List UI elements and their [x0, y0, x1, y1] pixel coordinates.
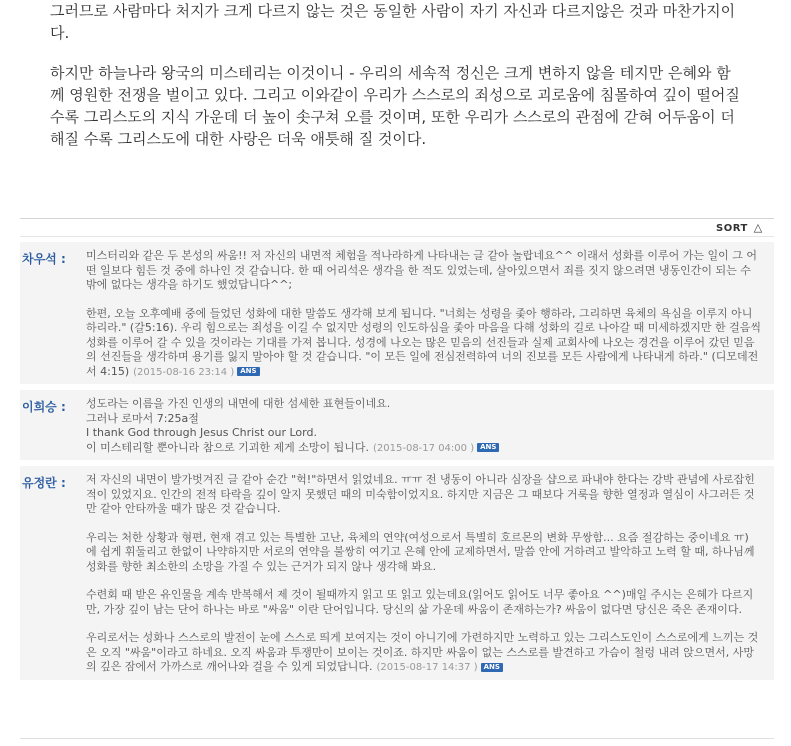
comment-author[interactable]: 차우석 : — [22, 252, 66, 266]
article-paragraph: 하지만 하늘나라 왕국의 미스테리는 이것이니 - 우리의 세속적 정신은 크게 변하지 않을 테지만 은혜와 함께 영원한 전쟁을 벌이고 있다. 그리고 이와같이 우리가 스스로의 죄성으로 괴로움에 침몰하여 깊이 떨어질 수록 그리스도의 지식 가운데 더 높이 솟구쳐 오를 것이며, 또한 우리가 스스로의 관점에 갇혀 어두움이 더해질 수록 그리스도에 대한 사랑은 더욱 애틋해 질 것이다. — [50, 64, 740, 148]
comment-author[interactable]: 이희승 : — [22, 400, 66, 414]
comment-date: (2015-08-16 23:14 ) — [133, 366, 235, 378]
comment-paragraph — [86, 307, 762, 381]
comment-text: 한편, 오늘 오후예배 중에 들었던 성화에 대한 말씀도 생각해 보게 됩니다. "너희는 성령을 좇아 행하라, 그리하면 육체의 욕심을 이루지 아니하리라." (갈5:16). 우리 힘으로는 죄성을 이길 수 없지만 성령의 인도하심을 좇아 마음을 다해 성화의 길로 나아갈 때 미세하겠지만 한 걸음씩 성화를 이루어 갈 수 있을 것이라는 기대를 가져 봅니다. 성경에 나오는 많은 믿음의 선진들과 실제 교회사에 나오는 경건을 이루어 갔던 믿음의 선진들을 생각하며 용기를 잃지 말아야 할 것 같습니다. "이 모든 일에 전심전력하여 너의 진보를 모든 사람에게 나타내게 하라." (디모데전서 4:15) — [86, 306, 761, 378]
comment-paragraph: 수련회 때 받은 유인물을 계속 반복해서 제 것이 될때까지 읽고 또 읽고 있는데요(읽어도 읽어도 너무 좋아요 ^^)매일 주시는 은혜가 다르지만, 가장 깊이 남는 단어 하나는 바로 "싸움" 이란 단어입니다. 당신의 삶 가운데 싸움이 존재하는가? 싸움이 없다면 당신은 죽은 존재이다. — [86, 588, 754, 616]
comment-body — [86, 397, 762, 456]
comment-item — [20, 390, 774, 460]
comment-text: 우리로서는 성화나 스스로의 발전이 눈에 스스로 띄게 보여지는 것이 아니기에 가련하지만 노력하고 있는 그리스도인이 스스로에게 느끼는 것은 오직 "싸움"이라고 하네요. 오직 싸움과 투쟁만이 보이는 것이죠. 하지만 싸움이 없는 스스로를 발견하고 가슴이 철렁 내려 앉으면서, 사망의 깊은 잠에서 가까스로 깨어나와 걸을 수 있게 되었답니다. — [86, 631, 759, 673]
comment-paragraph — [86, 631, 762, 676]
sort-label: SORT — [716, 223, 748, 234]
reply-button[interactable]: ANS — [477, 443, 499, 452]
sort-button[interactable] — [716, 221, 763, 234]
comment-body — [86, 249, 762, 380]
comment-body — [86, 473, 762, 676]
bottom-divider — [20, 738, 774, 739]
comment-author[interactable]: 유정란 : — [22, 476, 66, 490]
comment-date: (2015-08-17 14:37 ) — [376, 662, 478, 673]
comment-item — [20, 466, 774, 680]
reply-button[interactable]: ANS — [481, 663, 503, 672]
triangle-up-icon: △ — [753, 221, 763, 234]
comment-text: 성도라는 이름을 가진 인생의 내면에 대한 섬세한 표현들이네요. 그러나 로마서 7:25a절 I thank God through Jesus Christ our Lord. 이 미스테리할 뿐아니라 참으로 기괴한 제게 소망이 됩니다. — [86, 397, 391, 454]
comment-paragraph: 미스터리와 같은 두 본성의 싸움!! 저 자신의 내면적 체험을 적나라하게 나타내는 글 같아 놀랍네요^^ 이래서 성화를 이루어 가는 일이 그 어떤 일보다 힘든 것 중에 하나인 것 같습니다. 한 때 어리석은 생각을 한 적도 있었는데, 살아있으면서 죄를 짓지 않으려면 냉동인간이 되는 수 밖에 없다는 생각을 하기도 했었답니다^^; — [86, 249, 757, 291]
comment-date: (2015-08-17 04:00 ) — [373, 442, 475, 454]
comment-item — [20, 242, 774, 384]
article-divider — [20, 218, 774, 219]
comment-paragraph: 우리는 처한 상황과 형편, 현재 겪고 있는 특별한 고난, 육체의 연약(여성으로서 특별히 호르몬의 변화 무쌍함... 요즘 절감하는 중이네요 ㅠ) 에 쉽게 휘둘리고 한없이 나약하지만 서로의 연약을 불쌍히 여기고 은혜 안에 교제하면서, 말씀 안에 거하려고 발악하고 노력 할 때, 하나님께 성화를 향한 최소한의 소망을 가질 수 있는 근거가 되지 않나 생각해 봐요. — [86, 530, 755, 573]
article-body — [50, 0, 740, 150]
sort-divider — [20, 236, 774, 237]
article-paragraph: 그러므로 사람마다 처지가 크게 다르지 않는 것은 동일한 사람이 자기 자신과 다르지않은 것과 마찬가지이다. — [50, 2, 736, 42]
comment-list — [20, 242, 774, 686]
comment-paragraph — [86, 397, 762, 456]
reply-button[interactable]: ANS — [237, 367, 259, 376]
comment-paragraph: 저 자신의 내면이 발가벗겨진 글 같아 순간 "헉!"하면서 읽었네요. ㅠㅠ 전 냉동이 아니라 심장을 샵으로 파내야 한다는 강박 관념에 사로잡힌 적이 있었지요. 인간의 전적 타락을 깊이 알지 못했던 때의 미숙함이었지요. 하지만 지금은 그 때보다 거룩을 향한 열정과 열심이 사그러든 것만 같아 안타까울 때가 많은 것 같습니다. — [86, 473, 755, 515]
